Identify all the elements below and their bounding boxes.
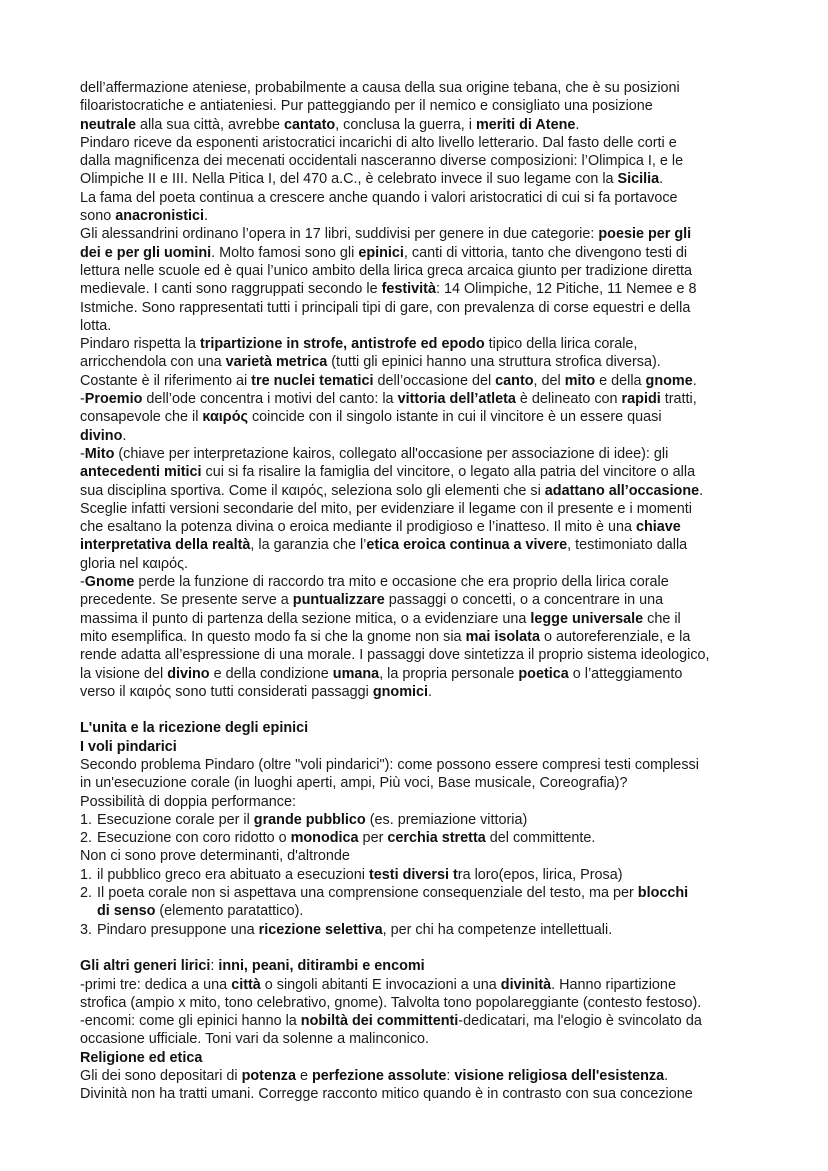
bold-text: divino <box>167 665 210 682</box>
text-segment: Esecuzione con coro ridotto o <box>97 830 291 847</box>
text-line <box>80 170 710 188</box>
text-segment: , per chi ha competenze intellettuali. <box>382 921 613 938</box>
bold-text: testi diversi t <box>369 866 458 883</box>
bold-text: canto <box>495 372 534 389</box>
text-segment: dell’affermazione ateniese, probabilmente a causa della sua origine tebana, che è su posizioni <box>80 80 680 96</box>
bold-text: poesie per gli <box>598 226 692 243</box>
text-segment: . <box>659 171 664 188</box>
text-segment: sono <box>80 208 116 225</box>
text-segment: Esecuzione corale per il <box>97 811 254 828</box>
bold-text: interpretativa della realtà <box>80 537 251 554</box>
text-line <box>80 793 710 811</box>
text-segment: dell’occasione del <box>373 372 496 389</box>
text-segment: consapevole che il <box>80 409 203 426</box>
text-line <box>80 1030 710 1048</box>
text-line <box>80 189 710 207</box>
text-line <box>80 1012 710 1030</box>
text-line <box>80 536 710 554</box>
bold-text: ricezione selettiva <box>258 921 383 938</box>
text-segment: - <box>80 445 85 462</box>
text-segment: medievale. I canti sono raggruppati secondo le <box>80 281 382 298</box>
bold-text: καιρός <box>202 409 248 426</box>
text-segment: o l’atteggiamento <box>568 665 683 682</box>
text-line <box>80 445 710 463</box>
list-number: 3. <box>80 921 93 938</box>
text-line <box>80 610 710 628</box>
text-segment: , testimoniato dalla <box>567 537 688 554</box>
text-line <box>80 134 710 152</box>
bold-text: meriti di Atene <box>475 116 576 133</box>
text-line <box>80 207 710 225</box>
text-segment: , del <box>533 372 565 389</box>
text-line <box>80 390 710 408</box>
bold-text: dei e per gli uomini <box>80 244 212 261</box>
text-line <box>80 646 710 664</box>
text-line <box>80 299 710 317</box>
text-segment: per <box>358 830 388 847</box>
text-segment: . <box>575 116 580 133</box>
text-line <box>80 225 710 243</box>
text-segment: Olimpiche II e III. Nella Pitica I, del 470 a.C., è celebrato invece il suo legame con la <box>80 171 618 188</box>
bold-text: chiave <box>635 519 681 536</box>
text-segment: sua disciplina sportiva. Come il καιρός, seleziona solo gli elementi che si <box>80 482 545 499</box>
bold-text: gnomici <box>372 683 429 700</box>
bold-text: grande pubblico <box>253 811 366 828</box>
text-segment: . Hanno ripartizione <box>551 976 676 993</box>
text-line <box>80 665 710 683</box>
text-line <box>80 774 710 792</box>
text-line <box>80 463 710 481</box>
bold-text: Religione ed etica <box>80 1049 203 1066</box>
text-segment: gloria nel καιρός. <box>80 555 189 572</box>
text-segment: Secondo problema Pindaro (oltre "voli pindarici"): come possono essere compresi testi complessi <box>80 756 699 773</box>
text-line <box>80 427 710 445</box>
text-segment: (chiave per interpretazione kairos, collegato all'occasione per associazione di idee): gli <box>114 445 669 462</box>
bold-text: adattano all’occasione <box>544 482 700 499</box>
text-segment: . <box>122 427 127 444</box>
text-segment: e <box>295 1068 312 1085</box>
bold-text: poetica <box>518 665 569 682</box>
text-segment: : <box>446 1068 455 1085</box>
blank-line <box>80 701 710 719</box>
text-segment: dalla magnificenza dei mecenati occidentali nasceranno diverse composizioni: l’Olimpica I, e le <box>80 153 684 170</box>
text-segment: tipico della lirica corale, <box>484 336 638 353</box>
bold-text: etica eroica continua a vivere <box>366 537 568 554</box>
bold-text: nobiltà dei committenti <box>300 1013 459 1030</box>
bold-text: blocchi <box>637 885 689 902</box>
text-line <box>80 573 710 591</box>
text-line <box>80 152 710 170</box>
text-segment: Pindaro riceve da esponenti aristocratici incarichi di alto livello letterario. Dal fasto delle corti e <box>80 134 677 151</box>
text-segment: (elemento paratattico). <box>155 903 304 920</box>
text-segment: Gli dei sono depositari di <box>80 1068 242 1085</box>
text-segment: . <box>428 683 433 700</box>
bold-text: festività <box>381 281 436 298</box>
bold-text: cerchia stretta <box>387 830 486 847</box>
text-segment: Istmiche. Sono rappresentati tutti i principali tipi di gare, con prevalenza di corse equestri e della <box>80 299 691 316</box>
list-number: 2. <box>80 885 93 902</box>
text-segment: che esaltano la potenza divina o eroica mediante il prodigioso e l’inatteso. Il mito è una <box>80 519 636 536</box>
bold-text: Sicilia <box>617 171 660 188</box>
list-number: 1. <box>80 811 93 828</box>
text-segment: (tutti gli epinici hanno una struttura strofica diversa). <box>327 354 661 371</box>
text-segment: il pubblico greco era abituato a esecuzioni <box>97 866 369 883</box>
bold-text: di senso <box>97 903 156 920</box>
text-line <box>80 994 710 1012</box>
bold-text: L'unita e la ricezione degli epinici <box>80 720 309 737</box>
bold-text: divino <box>80 427 123 444</box>
bold-text: perfezione assolute <box>311 1068 447 1085</box>
text-segment: , la propria personale <box>379 665 519 682</box>
document-page <box>80 79 710 1104</box>
text-segment: che il <box>643 610 681 627</box>
bold-text: mai isolata <box>465 628 540 645</box>
bold-text: mito <box>564 372 596 389</box>
bold-text: rapidi <box>621 391 661 408</box>
text-line <box>80 1085 710 1103</box>
bold-text: cantato <box>283 116 336 133</box>
text-line <box>80 97 710 115</box>
text-line <box>80 518 710 536</box>
text-segment: passaggi o concetti, o a concentrare in una <box>384 592 664 609</box>
text-line <box>80 372 710 390</box>
text-segment: : <box>210 958 219 975</box>
text-line <box>80 116 710 134</box>
text-line <box>80 262 710 280</box>
text-segment: . <box>204 208 208 225</box>
text-segment: perde la funzione di raccordo tra mito e occasione che era proprio della lirica corale <box>134 574 669 591</box>
text-line <box>80 555 710 573</box>
text-segment: -primi tre: dedica a una <box>80 976 232 993</box>
text-segment: ra loro(epos, lirica, Prosa) <box>457 866 623 883</box>
text-segment: dell’ode concentra i motivi del canto: la <box>142 391 398 408</box>
text-segment: verso il καιρός sono tutti considerati passaggi <box>80 683 373 700</box>
text-segment: coincide con il singolo istante in cui il vincitore è un essere quasi <box>247 409 662 426</box>
text-segment: Pindaro rispetta la <box>80 336 200 353</box>
bold-text: antecedenti mitici <box>80 464 202 481</box>
text-segment: Pindaro presuppone una <box>97 921 259 938</box>
bold-text: Proemio <box>84 391 143 408</box>
text-segment: lotta. <box>80 317 112 334</box>
text-line <box>80 738 710 756</box>
text-line <box>80 847 710 865</box>
bold-text: potenza <box>241 1068 296 1085</box>
text-segment: -dedicatari, ma l'elogio è svincolato da <box>458 1013 702 1030</box>
text-line <box>80 353 710 371</box>
bold-text: vittoria dell’atleta <box>397 391 516 408</box>
bold-text: varietà metrica <box>225 354 328 371</box>
list-item-line <box>80 866 710 884</box>
text-line <box>80 628 710 646</box>
text-segment: Il poeta corale non si aspettava una comprensione consequenziale del testo, ma per <box>97 885 638 902</box>
text-segment: alla sua città, avrebbe <box>135 116 284 133</box>
text-line <box>80 976 710 994</box>
bold-text: tre nuclei tematici <box>251 372 374 389</box>
bold-text: monodica <box>290 830 359 847</box>
text-segment: -encomi: come gli epinici hanno la <box>80 1013 301 1030</box>
text-line <box>80 719 710 737</box>
text-segment: è delineato con <box>515 391 622 408</box>
bold-text: umana <box>332 665 380 682</box>
text-segment: . <box>699 482 704 499</box>
text-segment: e della <box>595 372 646 389</box>
text-line <box>80 79 710 97</box>
bold-text: divinità <box>500 976 552 993</box>
text-line <box>80 482 710 500</box>
bold-text: gnome <box>645 372 693 389</box>
list-item-line <box>80 921 710 939</box>
text-segment: La fama del poeta continua a crescere anche quando i valori aristocratici di cui si fa portavoce <box>80 189 678 206</box>
text-segment: e della condizione <box>209 665 333 682</box>
text-line <box>80 280 710 298</box>
text-segment: , conclusa la guerra, i <box>335 116 476 133</box>
text-segment: Divinità non ha tratti umani. Corregge racconto mitico quando è in contrasto con sua concezione <box>80 1086 693 1103</box>
text-segment: - <box>80 574 85 591</box>
text-segment: arricchendola con una <box>80 354 226 371</box>
bold-text: epinici <box>358 244 404 261</box>
list-item-line <box>80 829 710 847</box>
text-segment: : 14 Olimpiche, 12 Pitiche, 11 Nemee e 8 <box>435 281 697 298</box>
text-segment: Gli alessandrini ordinano l’opera in 17 libri, suddivisi per genere in due categorie: <box>80 226 599 243</box>
text-segment: , la garanzia che l’ <box>250 537 367 554</box>
text-segment: del committente. <box>485 830 596 847</box>
text-line <box>80 335 710 353</box>
text-line <box>80 683 710 701</box>
bold-text: legge universale <box>530 610 644 627</box>
text-segment: la visione del <box>80 665 168 682</box>
list-item-line <box>80 884 710 902</box>
text-segment: o singoli abitanti E invocazioni a una <box>260 976 501 993</box>
text-segment: , canti di vittoria, tanto che divengono testi di <box>403 244 688 261</box>
text-line <box>80 408 710 426</box>
text-segment: . <box>692 372 697 389</box>
text-segment: Possibilità di doppia performance: <box>80 793 296 810</box>
text-line <box>80 902 710 920</box>
bold-text: Gnome <box>84 574 135 591</box>
text-segment: mito esemplifica. In questo modo fa si che la gnome non sia <box>80 628 466 645</box>
bold-text: I voli pindarici <box>80 738 177 755</box>
text-segment: Sceglie infatti versioni secondarie del mito, per evidenziare il legame con il presente e i momenti <box>80 500 692 517</box>
text-segment: strofica (ampio x mito, tono celebrativo, gnome). Talvolta tono popolareggiante (contesto festoso). <box>80 994 702 1011</box>
text-segment: massima il punto di partenza della sezione mitica, o a evidenziare una <box>80 610 531 627</box>
bold-text: inni, peani, ditirambi e encomi <box>218 958 425 975</box>
bold-text: Mito <box>84 445 115 462</box>
text-segment: Costante è il riferimento ai <box>80 372 252 389</box>
bold-text: anacronistici <box>115 208 204 225</box>
text-line <box>80 500 710 518</box>
blank-line <box>80 939 710 957</box>
bold-text: tripartizione in strofe, antistrofe ed epodo <box>200 336 485 353</box>
bold-text: Gli altri generi lirici <box>80 958 211 975</box>
text-line <box>80 591 710 609</box>
text-segment: (es. premiazione vittoria) <box>365 811 528 828</box>
bold-text: città <box>231 976 261 993</box>
text-segment: tratti, <box>660 391 697 408</box>
text-segment: precedente. Se presente serve a <box>80 592 293 609</box>
text-segment: . Molto famosi sono gli <box>211 244 359 261</box>
text-segment: lettura nelle scuole ed è quai l’unico ambito della lirica greca arcaica giunto per tradizione diretta <box>80 262 692 279</box>
bold-text: puntualizzare <box>292 592 385 609</box>
text-line <box>80 1067 710 1085</box>
text-line <box>80 244 710 262</box>
text-segment: filoaristocratiche e antiateniesi. Pur patteggiando per il nemico e consigliato una posizione <box>80 98 653 115</box>
text-line <box>80 957 710 975</box>
text-segment: Non ci sono prove determinanti, d'altronde <box>80 848 350 865</box>
text-segment: . <box>664 1068 669 1085</box>
text-segment: - <box>80 391 85 408</box>
bold-text: neutrale <box>80 116 136 133</box>
text-segment: in un'esecuzione corale (in luoghi aperti, ampi, Più voci, Base musicale, Coreografia)? <box>80 775 628 792</box>
text-segment: cui si fa risalire la famiglia del vincitore, o legato alla patria del vincitore o alla <box>201 464 696 481</box>
text-segment: occasione ufficiale. Toni vari da solenne a malinconico. <box>80 1031 430 1048</box>
text-line <box>80 1049 710 1067</box>
list-number: 2. <box>80 830 93 847</box>
list-number: 1. <box>80 866 93 883</box>
text-segment: rende adatta all’espressione di una morale. I passaggi dove sintetizza il proprio sistema ideologico, <box>80 647 710 664</box>
text-line <box>80 317 710 335</box>
bold-text: visione religiosa dell'esistenza <box>454 1068 665 1085</box>
text-line <box>80 756 710 774</box>
text-segment: o autoreferenziale, e la <box>539 628 691 645</box>
list-item-line <box>80 811 710 829</box>
